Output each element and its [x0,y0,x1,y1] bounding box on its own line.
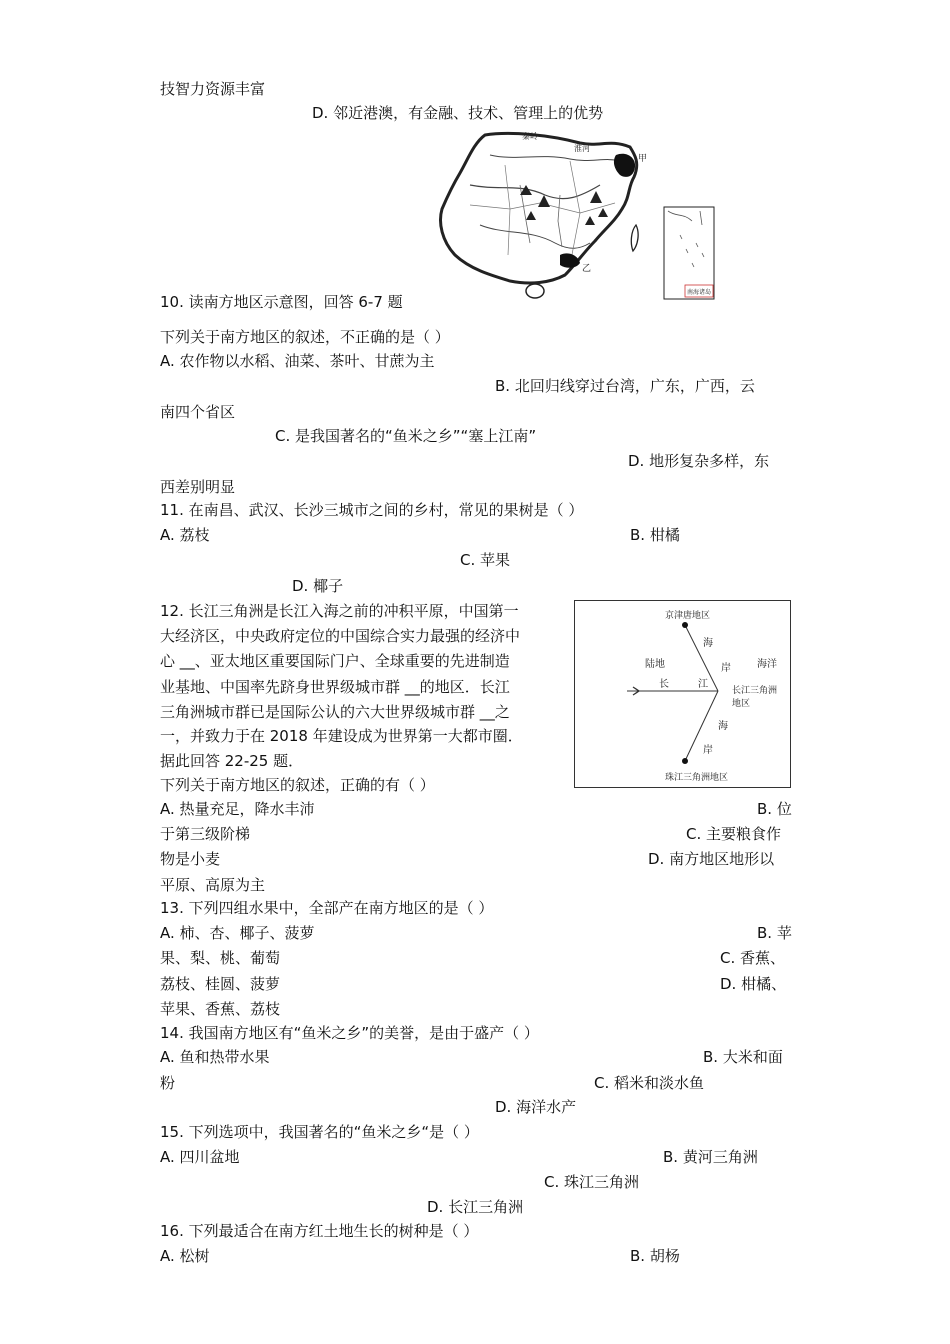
text-line: 大经济区，中央政府定位的中国综合实力最强的经济中 [160,627,521,645]
ocean-label: 海洋 [757,659,777,670]
option-d-cont: 苹果、香蕉、荔枝 [160,1000,281,1018]
huaihe-label: 淮河 [574,144,590,153]
text-line: 心 __、亚太地区重要国际门户、全球重要的先进制造 [160,652,510,670]
option-c: C. 主要粮食作 [686,825,782,843]
option-a: A. 热量充足，降水丰沛 [160,800,315,818]
coast-label: 岸 [721,663,731,674]
option-d: D. 南方地区地形以 [648,850,775,868]
region-jia-label: 甲 [638,154,648,164]
yangtze-label-2: 江 [698,679,708,690]
option-d-cont: 西差别明显 [160,478,236,496]
text-line: 据此回答 22-25 题． [160,752,304,770]
option-a: A. 荔枝 [160,526,210,544]
coast-diagram [574,600,791,788]
option-c: C. 是我国著名的“鱼米之乡”“塞上江南” [275,427,537,445]
land-label: 陆地 [645,659,665,670]
option-c-cont: 荔枝、桂圆、菠萝 [160,975,281,993]
option-b: B. 位 [757,800,792,818]
text-line: 业基地、中国率先跻身世界级城市群 __的地区．长江 [160,678,510,696]
option-c: C. 稻米和淡水鱼 [594,1074,705,1092]
yangtze-label-1: 长 [659,679,669,690]
option-b: B. 苹 [757,924,792,942]
option-b: B. 柑橘 [630,526,680,544]
text-line: 一，并致力于在 2018 年建设成为世界第一大都市圈． [160,727,523,745]
question-14: 14. 我国南方地区有“鱼米之乡”的美誉，是由于盛产（ ） [160,1024,539,1042]
south-china-map [430,125,730,305]
question-10: 10. 读南方地区示意图，回答 6-7 题 [160,293,403,311]
jingjintang-label: 京津唐地区 [665,611,711,621]
question-15: 15. 下列选项中，我国著名的“鱼米之乡“是（ ） [160,1123,479,1141]
question-11: 11. 在南昌、武汉、长沙三城市之间的乡村，常见的果树是（ ） [160,501,584,519]
region-label: 地区 [732,699,751,709]
pearl-delta-label: 珠江三角洲地区 [665,773,729,783]
coast-label: 岸 [703,745,713,756]
question-stem: 下列关于南方地区的叙述，不正确的是（ ） [160,328,450,346]
option-a: A. 松树 [160,1247,210,1265]
option-b-cont: 于第三级阶梯 [160,825,251,843]
option-c-cont: 物是小麦 [160,850,221,868]
coast-label: 海 [703,638,713,649]
nanhai-label: 南海诸岛 [687,289,712,296]
option-c: C. 珠江三角洲 [544,1173,640,1191]
question-16: 16. 下列最适合在南方红土地生长的树种是（ ） [160,1222,479,1240]
option-b: B. 北回归线穿过台湾，广东，广西，云 [495,377,755,395]
option-c: C. 苹果 [460,551,511,569]
option-d: D. 长江三角洲 [427,1198,524,1216]
region-yi-label: 乙 [582,264,592,274]
option-b: B. 胡杨 [630,1247,680,1265]
option-a: A. 柿、杏、椰子、菠萝 [160,924,315,942]
question-stem: 下列关于南方地区的叙述，正确的有（ ） [160,776,435,794]
option-d: D. 柑橘、 [720,975,787,993]
option-b: B. 大米和面 [703,1048,783,1066]
question-12: 12. 长江三角洲是长江入海之前的冲积平原，中国第一 [160,602,519,620]
option-d: D. 海洋水产 [495,1098,577,1116]
option-d: D. 邻近港澳，有金融、技术、管理上的优势 [312,104,604,122]
coast-label: 海 [718,721,728,732]
question-13: 13. 下列四组水果中，全部产在南方地区的是（ ） [160,899,494,917]
yangtze-delta-label: 长江三角洲 [732,686,778,696]
option-b-cont: 南四个省区 [160,403,236,421]
option-a: A. 鱼和热带水果 [160,1048,270,1066]
option-a: A. 农作物以水稻、油菜、茶叶、甘蔗为主 [160,352,435,370]
text-line: 技智力资源丰富 [160,80,266,98]
option-b-cont: 粉 [160,1074,176,1092]
option-d: D. 地形复杂多样，东 [628,452,770,470]
option-a: A. 四川盆地 [160,1148,240,1166]
qinling-label: 秦岭 [522,132,538,141]
option-d-cont: 平原、高原为主 [160,876,266,894]
option-d: D. 椰子 [292,577,344,595]
option-b: B. 黄河三角洲 [663,1148,758,1166]
option-b-cont: 果、梨、桃、葡萄 [160,949,281,967]
text-line: 三角洲城市群已是国际公认的六大世界级城市群 __之 [160,703,510,721]
option-c: C. 香蕉、 [720,949,786,967]
